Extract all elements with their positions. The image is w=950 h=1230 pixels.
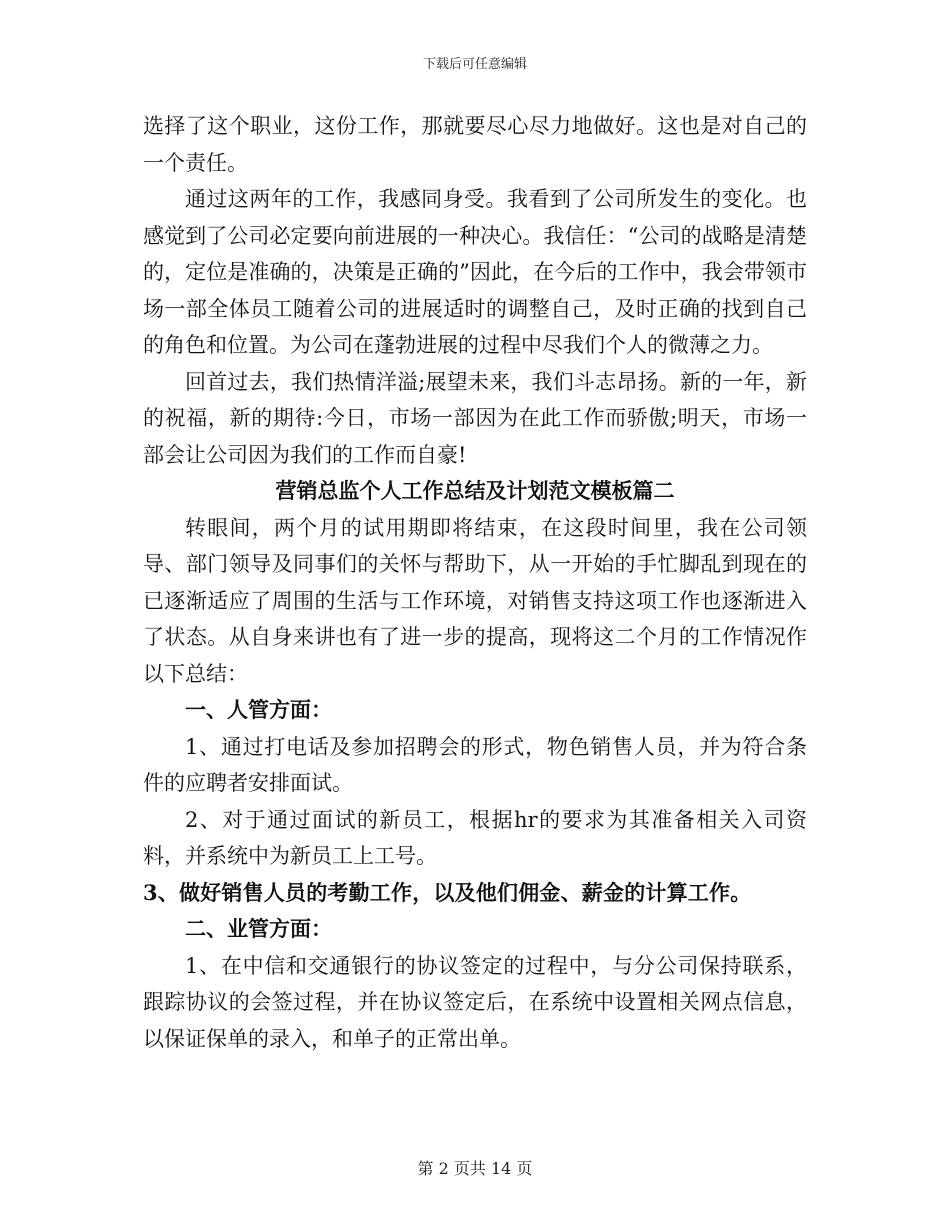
list-item: 1、通过打电话及参加招聘会的形式，物色销售人员，并为符合条件的应聘者安排面试。 bbox=[143, 734, 807, 795]
page-header-note: 下载后可任意编辑 bbox=[422, 57, 527, 72]
subheading-personnel: 一、人管方面： bbox=[185, 697, 332, 722]
paragraph: 回首过去，我们热情洋溢;展望未来，我们斗志昂扬。新的一年，新的祝福，新的期待:今日，市场一部因为在此工作而骄傲;明天，市场一部会让公司因为我们的工作而自豪! bbox=[143, 369, 807, 467]
list-item: 2、对于通过面试的新员工，根据hr的要求为其准备相关入司资料，并系统中为新员工上工号。 bbox=[143, 807, 807, 868]
list-item: 1、在中信和交通银行的协议签定的过程中，与分公司保持联系，跟踪协议的会签过程，并在协议签定后，在系统中设置相关网点信息，以保证保单的录入，和单子的正常出单。 bbox=[143, 953, 807, 1051]
paragraph: 转眼间，两个月的试用期即将结束，在这段时间里，我在公司领导、部门领导及同事们的关怀与帮助下，从一开始的手忙脚乱到现在的已逐渐适应了周围的生活与工作环境，对销售支持这项工作也逐渐进入了状态。从自身来讲也有了进一步的提高，现将这二个月的工作情况作以下总结： bbox=[143, 515, 807, 686]
section-title: 营销总监个人工作总结及计划范文模板篇二 bbox=[275, 478, 675, 503]
subheading-business: 二、业管方面： bbox=[185, 916, 332, 941]
page-number: 第 2 页共 14 页 bbox=[417, 1159, 533, 1178]
paragraph: 通过这两年的工作，我感同身受。我看到了公司所发生的变化。也感觉到了公司必定要向前进展的一种决心。我信任：“公司的战略是清楚的，定位是准确的，决策是正确的”因此，在今后的工作中，我会带领市场一部全体员工随着公司的进展适时的调整自己，及时正确的找到自己的角色和位置。为公司在蓬勃进展的过程中尽我们个人的微薄之力。 bbox=[143, 187, 807, 357]
paragraph-continuation: 选择了这个职业，这份工作，那就要尽心尽力地做好。这也是对自己的一个责任。 bbox=[143, 114, 807, 175]
document-body bbox=[143, 108, 807, 1057]
list-item-bold: 3、做好销售人员的考勤工作，以及他们佣金、薪金的计算工作。 bbox=[143, 879, 752, 905]
